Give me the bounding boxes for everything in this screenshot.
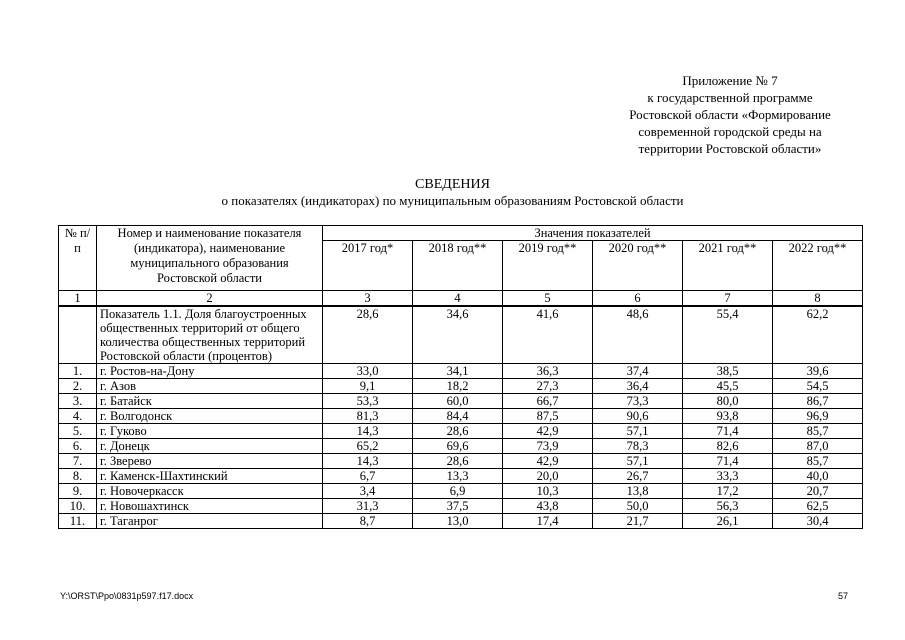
row-value: 73,3 [593, 394, 683, 409]
row-municipality: г. Азов [97, 379, 323, 394]
header-values-group: Значения показателей [323, 226, 863, 241]
row-value: 39,6 [773, 364, 863, 379]
row-value: 36,3 [503, 364, 593, 379]
row-value: 18,2 [413, 379, 503, 394]
row-value: 62,5 [773, 499, 863, 514]
table-row [59, 424, 863, 439]
row-value: 33,3 [683, 469, 773, 484]
header-num: № п/п [59, 226, 97, 291]
row-municipality: г. Ростов-на-Дону [97, 364, 323, 379]
row-value: 37,5 [413, 499, 503, 514]
row-num: 6. [59, 439, 97, 454]
row-value: 86,7 [773, 394, 863, 409]
indicator-num [59, 306, 97, 364]
header-name: Номер и наименование показателя (индикатора), наименование муниципального образования Ростовской области [97, 226, 323, 291]
row-value: 13,3 [413, 469, 503, 484]
row-value: 81,3 [323, 409, 413, 424]
appendix-line: современной городской среды на [638, 124, 822, 139]
row-value: 90,6 [593, 409, 683, 424]
row-value: 87,5 [503, 409, 593, 424]
indicator-value: 34,6 [413, 306, 503, 364]
indicator-name: Показатель 1.1. Доля благоустроенных общественных территорий от общего количества общественных территорий Ростовской области (процентов) [97, 306, 323, 364]
row-value: 84,4 [413, 409, 503, 424]
row-value: 26,1 [683, 514, 773, 529]
row-value: 43,8 [503, 499, 593, 514]
row-municipality: г. Волгодонск [97, 409, 323, 424]
row-value: 40,0 [773, 469, 863, 484]
row-municipality: г. Новочеркасск [97, 484, 323, 499]
header-year: 2019 год** [503, 241, 593, 291]
row-value: 96,9 [773, 409, 863, 424]
header-year: 2018 год** [413, 241, 503, 291]
row-value: 80,0 [683, 394, 773, 409]
table-row [59, 439, 863, 454]
row-value: 14,3 [323, 454, 413, 469]
row-value: 56,3 [683, 499, 773, 514]
index-cell: 6 [593, 291, 683, 307]
row-value: 6,7 [323, 469, 413, 484]
row-value: 85,7 [773, 424, 863, 439]
appendix-line: территории Ростовской области» [638, 141, 822, 156]
row-value: 50,0 [593, 499, 683, 514]
row-value: 38,5 [683, 364, 773, 379]
index-cell: 3 [323, 291, 413, 307]
appendix-line: к государственной программе [647, 90, 813, 105]
row-municipality: г. Батайск [97, 394, 323, 409]
index-cell: 7 [683, 291, 773, 307]
row-num: 11. [59, 514, 97, 529]
row-value: 78,3 [593, 439, 683, 454]
row-value: 33,0 [323, 364, 413, 379]
appendix-line: Приложение № 7 [682, 73, 778, 88]
index-cell: 1 [59, 291, 97, 307]
row-value: 57,1 [593, 454, 683, 469]
row-municipality: г. Гуково [97, 424, 323, 439]
table-row [59, 484, 863, 499]
row-value: 66,7 [503, 394, 593, 409]
row-value: 69,6 [413, 439, 503, 454]
row-value: 73,9 [503, 439, 593, 454]
row-value: 17,4 [503, 514, 593, 529]
row-value: 8,7 [323, 514, 413, 529]
document-title: СВЕДЕНИЯ [415, 177, 490, 192]
index-cell: 5 [503, 291, 593, 307]
row-num: 7. [59, 454, 97, 469]
indicator-row [59, 306, 863, 364]
row-value: 21,7 [593, 514, 683, 529]
header-year: 2017 год* [323, 241, 413, 291]
row-value: 31,3 [323, 499, 413, 514]
row-value: 26,7 [593, 469, 683, 484]
row-value: 20,7 [773, 484, 863, 499]
row-value: 37,4 [593, 364, 683, 379]
row-value: 57,1 [593, 424, 683, 439]
row-value: 42,9 [503, 454, 593, 469]
row-municipality: г. Каменск-Шахтинский [97, 469, 323, 484]
document-subtitle: о показателях (индикаторах) по муниципальным образованиям Ростовской области [221, 193, 684, 208]
row-value: 13,0 [413, 514, 503, 529]
row-value: 34,1 [413, 364, 503, 379]
indicator-value: 62,2 [773, 306, 863, 364]
row-value: 9,1 [323, 379, 413, 394]
row-value: 42,9 [503, 424, 593, 439]
index-cell: 8 [773, 291, 863, 307]
index-cell: 4 [413, 291, 503, 307]
indicator-value: 41,6 [503, 306, 593, 364]
row-municipality: г. Зверево [97, 454, 323, 469]
row-value: 93,8 [683, 409, 773, 424]
table-row [59, 364, 863, 379]
row-municipality: г. Донецк [97, 439, 323, 454]
table-row [59, 499, 863, 514]
row-value: 53,3 [323, 394, 413, 409]
table-row [59, 409, 863, 424]
row-value: 17,2 [683, 484, 773, 499]
row-value: 30,4 [773, 514, 863, 529]
column-index-row [59, 291, 863, 307]
row-value: 87,0 [773, 439, 863, 454]
row-value: 28,6 [413, 424, 503, 439]
row-value: 3,4 [323, 484, 413, 499]
row-num: 9. [59, 484, 97, 499]
row-value: 6,9 [413, 484, 503, 499]
row-value: 71,4 [683, 454, 773, 469]
row-value: 28,6 [413, 454, 503, 469]
row-num: 2. [59, 379, 97, 394]
table-row [59, 394, 863, 409]
indicator-value: 28,6 [323, 306, 413, 364]
table-row [59, 469, 863, 484]
row-num: 1. [59, 364, 97, 379]
row-num: 4. [59, 409, 97, 424]
row-value: 20,0 [503, 469, 593, 484]
row-value: 27,3 [503, 379, 593, 394]
row-value: 10,3 [503, 484, 593, 499]
file-path: Y:\ORST\Ppo\0831p597.f17.docx [60, 591, 194, 601]
row-value: 36,4 [593, 379, 683, 394]
header-year: 2022 год** [773, 241, 863, 291]
row-num: 5. [59, 424, 97, 439]
index-cell: 2 [97, 291, 323, 307]
page-number: 57 [838, 591, 849, 601]
row-value: 54,5 [773, 379, 863, 394]
table-row [59, 454, 863, 469]
row-value: 14,3 [323, 424, 413, 439]
appendix-header [600, 72, 860, 157]
table-row [59, 379, 863, 394]
header-year: 2021 год** [683, 241, 773, 291]
row-value: 71,4 [683, 424, 773, 439]
row-num: 8. [59, 469, 97, 484]
row-value: 60,0 [413, 394, 503, 409]
row-value: 82,6 [683, 439, 773, 454]
table-row [59, 514, 863, 529]
appendix-line: Ростовской области «Формирование [629, 107, 831, 122]
row-municipality: г. Таганрог [97, 514, 323, 529]
row-value: 65,2 [323, 439, 413, 454]
row-num: 3. [59, 394, 97, 409]
row-value: 13,8 [593, 484, 683, 499]
indicator-value: 55,4 [683, 306, 773, 364]
indicator-value: 48,6 [593, 306, 683, 364]
header-year: 2020 год** [593, 241, 683, 291]
indicators-table [58, 225, 863, 529]
row-num: 10. [59, 499, 97, 514]
row-value: 45,5 [683, 379, 773, 394]
row-municipality: г. Новошахтинск [97, 499, 323, 514]
row-value: 85,7 [773, 454, 863, 469]
